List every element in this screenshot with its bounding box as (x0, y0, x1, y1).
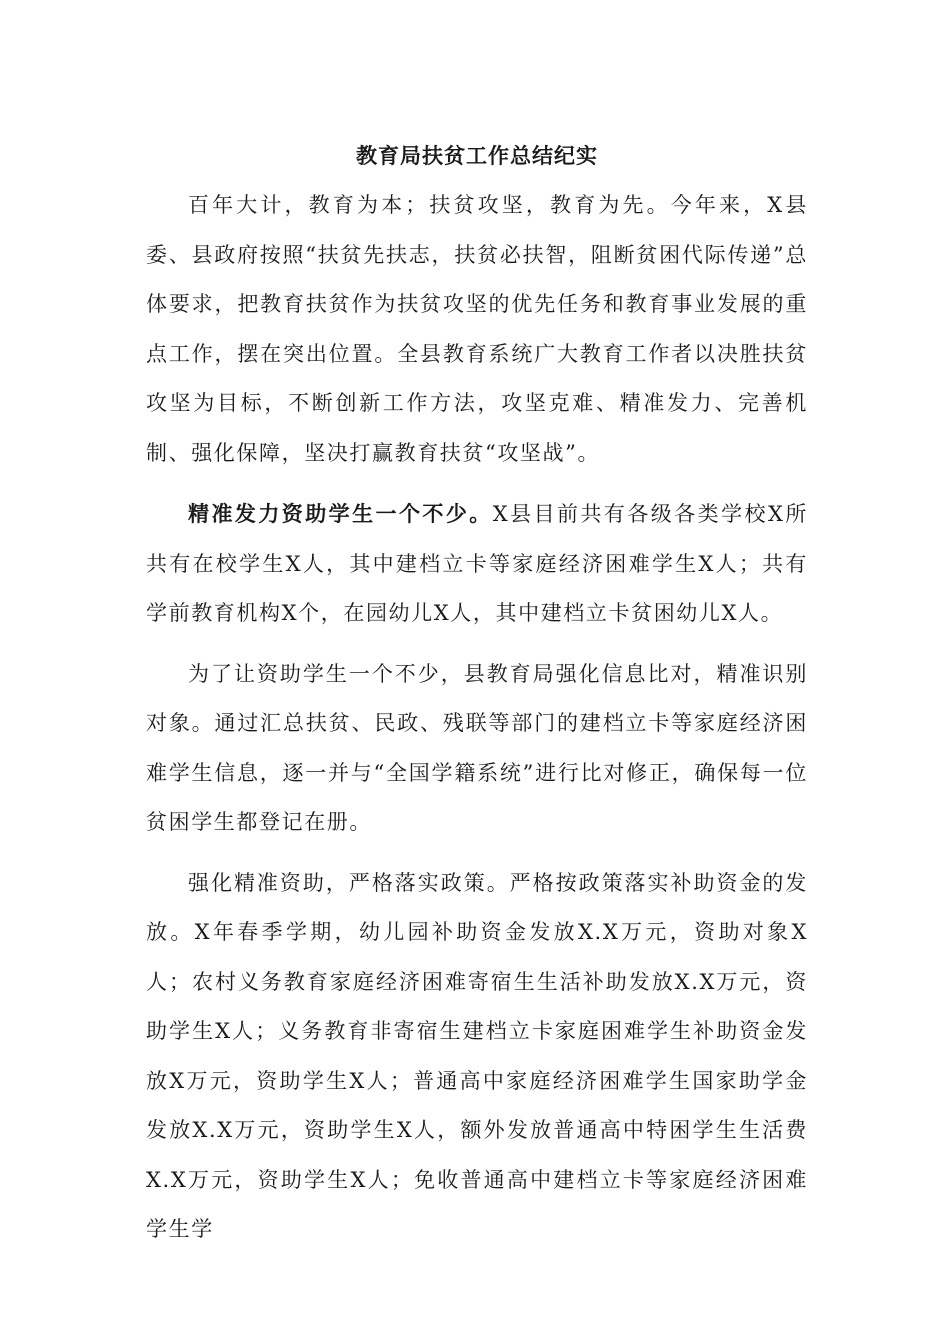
paragraph-precise-funding (146, 859, 808, 1255)
document-title: 教育局扶贫工作总结纪实 (356, 143, 598, 168)
paragraph-info-comparison (146, 650, 808, 848)
paragraph-text: 为了让资助学生一个不少，县教育局强化信息比对，精准识别对象。通过汇总扶贫、民政、残联等部门的建档立卡等家庭经济困难学生信息，逐一并与“全国学籍系统”进行比对修正，确保每一位贫困学生都登记在册。 (146, 661, 808, 834)
document-page (146, 138, 808, 1266)
paragraph-text: 强化精准资助，严格落实政策。严格按政策落实补助资金的发放。X年春季学期，幼儿园补助资金发放X.X万元，资助对象X人；农村义务教育家庭经济困难寄宿生生活补助发放X.X万元，资助学生X人；义务教育非寄宿生建档立卡家庭困难学生补助资金发放X万元，资助学生X人；普通高中家庭经济困难学生国家助学金发放X.X万元，资助学生X人，额外发放普通高中特困学生生活费X.X万元，资助学生X人；免收普通高中建档立卡等家庭经济困难学生学 (146, 870, 808, 1241)
paragraph-text: 百年大计，教育为本；扶贫攻坚，教育为先。今年来，X县委、县政府按照“扶贫先扶志，扶贫必扶智，阻断贫困代际传递”总体要求，把教育扶贫作为扶贫攻坚的优先任务和教育事业发展的重点工作，摆在突出位置。全县教育系统广大教育工作者以决胜扶贫攻坚为目标，不断创新工作方法，攻坚克难、精准发力、完善机制、强化保障，坚决打赢教育扶贫“攻坚战”。 (146, 193, 808, 465)
paragraph-intro (146, 181, 808, 478)
paragraph-lead-heading: 精准发力资助学生一个不少。 (188, 501, 493, 526)
paragraph-text: X县目前共有各级各类学校X所共有在校学生X人，其中建档立卡等家庭经济困难学生X人；共有学前教育机构X个，在园幼儿X人，其中建档立卡贫困幼儿X人。 (146, 502, 808, 625)
paragraph-funding-overview (146, 489, 808, 639)
